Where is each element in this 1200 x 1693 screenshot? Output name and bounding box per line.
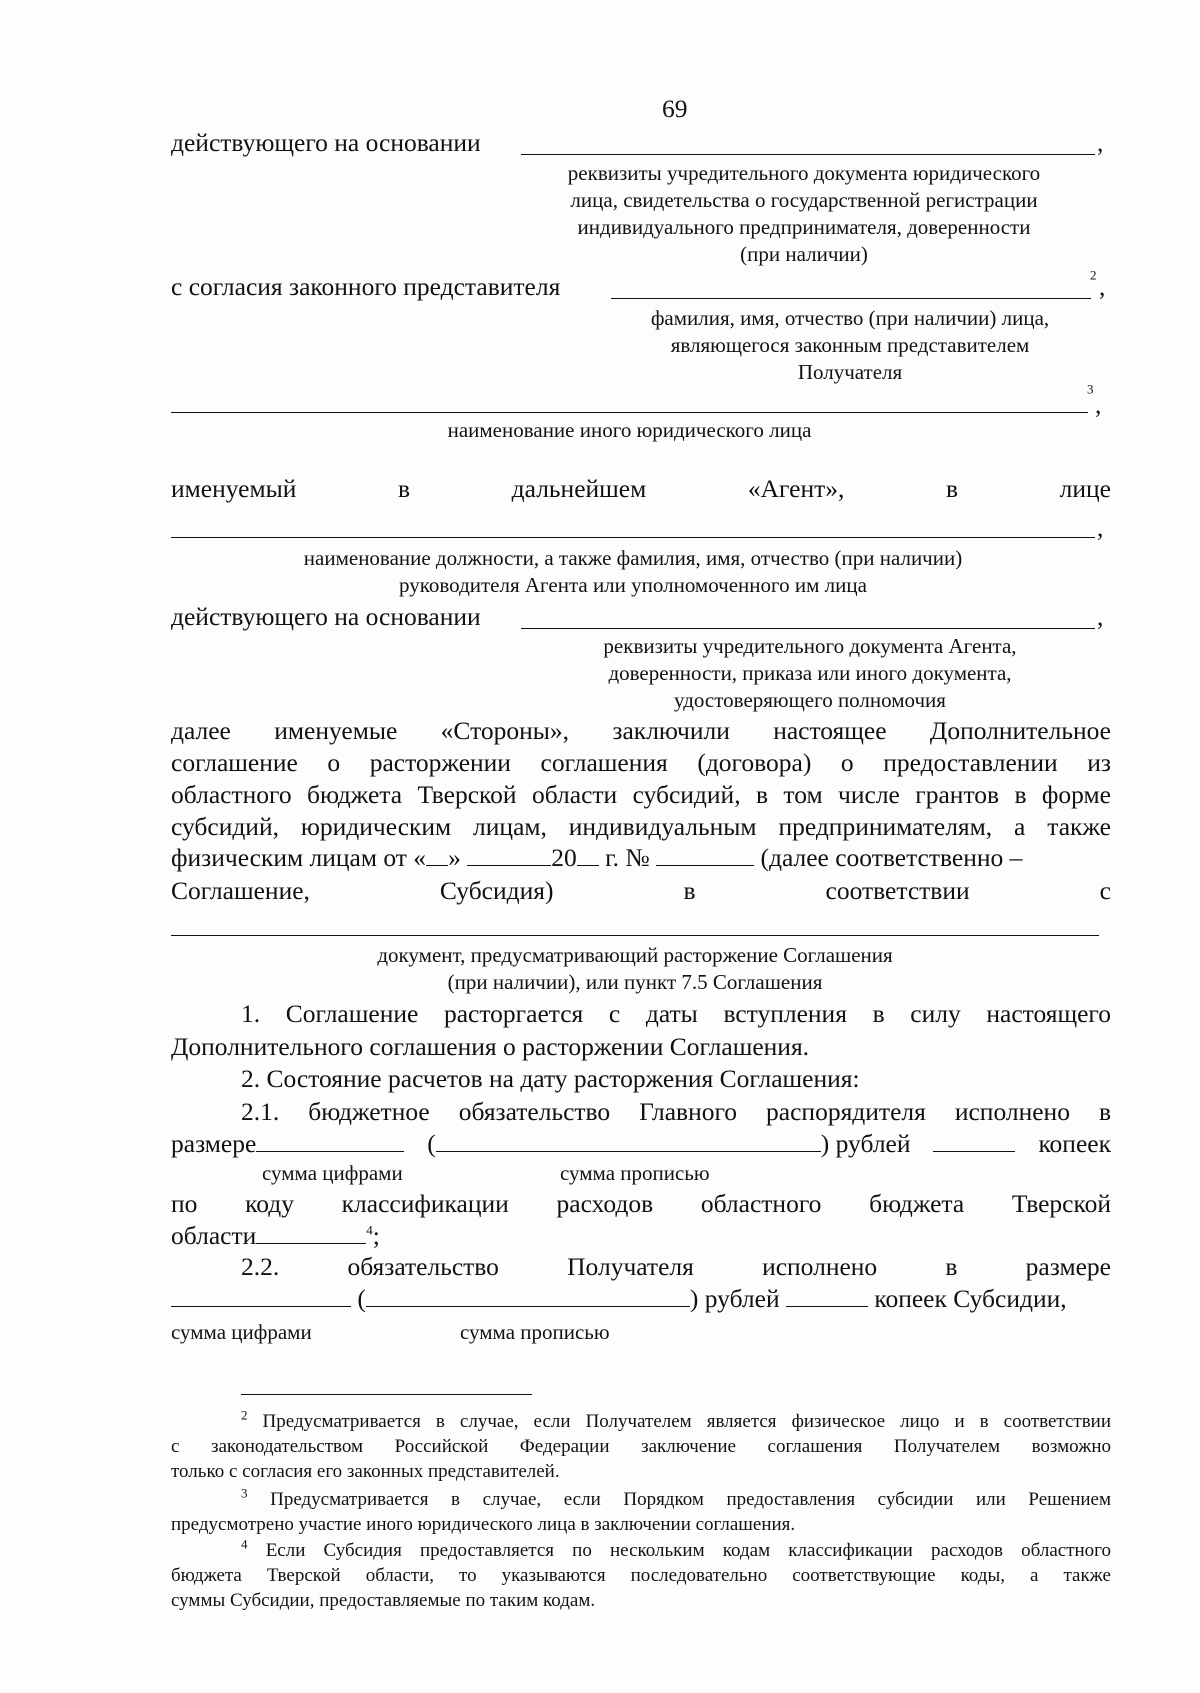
basis-caption bbox=[520, 160, 1088, 268]
word: 2.2. bbox=[241, 1252, 280, 1281]
text: г. № bbox=[598, 843, 650, 872]
day-field bbox=[426, 845, 448, 866]
word: дальнейшем bbox=[511, 474, 647, 503]
caption-line: наименование должности, а также фамилия, имя, отчество (при наличии) bbox=[303, 546, 963, 570]
representative-fill-line bbox=[611, 298, 1091, 299]
date-line bbox=[171, 843, 1022, 873]
words-caption: сумма прописью bbox=[460, 1320, 610, 1344]
text: физическим лицам от « bbox=[171, 843, 427, 872]
footnote-separator bbox=[241, 1394, 532, 1395]
caption-line: реквизиты учредительного документа юридического bbox=[567, 161, 1041, 185]
footnote-number: 2 bbox=[241, 1407, 248, 1423]
text: размере bbox=[171, 1129, 257, 1158]
paragraph-line: областного бюджета Тверской области субсидий, в том числе грантов в форме bbox=[171, 780, 1111, 809]
agent-rep-fill-line bbox=[171, 537, 1095, 538]
word: по bbox=[171, 1189, 198, 1218]
caption-line: индивидуального предпринимателя, доверенности bbox=[577, 215, 1031, 239]
comma: , bbox=[1099, 272, 1106, 301]
footnote-4 bbox=[171, 1538, 1111, 1613]
representative-label: с согласия законного представителя bbox=[171, 272, 561, 301]
word: в bbox=[946, 474, 959, 503]
year-field bbox=[577, 845, 599, 866]
comma: , bbox=[1097, 602, 1104, 631]
word: классификации bbox=[341, 1189, 509, 1218]
word: расходов bbox=[556, 1189, 654, 1218]
footnote-text: бюджета Тверской области, то указываются последовательно соответствующие коды, а также bbox=[171, 1565, 1111, 1586]
word: размере bbox=[1025, 1252, 1111, 1281]
footnote-text: суммы Субсидии, предоставляемые по таким кодам. bbox=[171, 1590, 596, 1611]
amount-words-field bbox=[436, 1131, 821, 1152]
paragraph-line: 1. Соглашение расторгается с даты вступления в силу настоящего bbox=[241, 999, 1111, 1028]
clause-2-1-classification bbox=[171, 1189, 1111, 1219]
footnote-text: предусмотрено участие иного юридического лица в заключении соглашения. bbox=[171, 1514, 796, 1535]
basis-fill-line bbox=[521, 154, 1095, 155]
agreement-paragraph bbox=[171, 715, 1111, 843]
text: копеек bbox=[1038, 1129, 1111, 1158]
caption-line: документ, предусматривающий расторжение Соглашения bbox=[377, 943, 893, 967]
text: (далее соответственно – bbox=[760, 843, 1023, 872]
kopecks-field bbox=[786, 1286, 868, 1307]
other-entity-fill-line bbox=[171, 412, 1088, 413]
document-caption bbox=[171, 942, 1099, 996]
basis-fill-line bbox=[521, 628, 1095, 629]
comma: , bbox=[1097, 513, 1104, 542]
agent-named-line bbox=[171, 474, 1111, 504]
caption-line: фамилия, имя, отчество (при наличии) лица, bbox=[650, 306, 1050, 330]
caption-line: доверенности, приказа или иного документа, bbox=[608, 661, 1012, 685]
clause-1 bbox=[171, 997, 1111, 1063]
month-field bbox=[467, 845, 551, 866]
caption-line: реквизиты учредительного документа Агента, bbox=[603, 634, 1017, 658]
footnote-ref: 4 bbox=[366, 1222, 373, 1238]
caption-line: удостоверяющего полномочия bbox=[674, 688, 946, 712]
basis-label: действующего на основании bbox=[171, 602, 481, 631]
caption-line: руководителя Агента или уполномоченного им лица bbox=[399, 573, 867, 597]
paragraph-line: субсидий, юридическим лицам, индивидуальным предпринимателям, а также bbox=[171, 812, 1111, 841]
footnote-2 bbox=[171, 1409, 1111, 1484]
word: в bbox=[398, 474, 411, 503]
paragraph-line: Дополнительного соглашения о расторжении Соглашения. bbox=[171, 1032, 810, 1061]
clause-2-1-line: 2.1. бюджетное обязательство Главного распорядителя исполнено в bbox=[241, 1097, 1111, 1126]
words-caption: сумма прописью bbox=[560, 1161, 710, 1185]
word: в bbox=[683, 876, 696, 905]
word: обязательство bbox=[347, 1252, 499, 1281]
word: бюджета bbox=[869, 1189, 965, 1218]
text: ( bbox=[357, 1284, 366, 1313]
clause-2-1-amount bbox=[171, 1129, 1111, 1159]
footnote-number: 4 bbox=[241, 1536, 248, 1552]
digits-caption: сумма цифрами bbox=[171, 1320, 312, 1344]
text: ) рублей bbox=[689, 1284, 780, 1313]
footnote-text: Предусматривается в случае, если Получателем является физическое лицо и в соответствии bbox=[262, 1411, 1112, 1432]
representative-caption bbox=[610, 305, 1090, 386]
footnote-text: только с согласия его законных представителей. bbox=[171, 1461, 560, 1482]
caption-line: (при наличии) bbox=[740, 242, 868, 266]
word: «Агент», bbox=[747, 474, 845, 503]
document-fill-line bbox=[171, 935, 1099, 936]
caption-line: лица, свидетельства о государственной регистрации bbox=[570, 188, 1038, 212]
comma: , bbox=[1097, 128, 1104, 157]
text: ) рублей bbox=[820, 1129, 911, 1158]
footnote-3 bbox=[171, 1487, 1111, 1537]
number-field bbox=[656, 845, 754, 866]
text: » bbox=[448, 843, 461, 872]
digits-caption: сумма цифрами bbox=[262, 1161, 403, 1185]
word: в bbox=[945, 1252, 958, 1281]
code-field bbox=[256, 1223, 366, 1244]
caption-line: (при наличии), или пункт 7.5 Соглашения bbox=[447, 970, 823, 994]
paragraph-line: далее именуемые «Стороны», заключили настоящее Дополнительное bbox=[171, 716, 1111, 745]
clause-2-2-amount bbox=[171, 1284, 1067, 1314]
amount-digits-field bbox=[256, 1131, 404, 1152]
word: Получателя bbox=[567, 1252, 694, 1281]
footnote-text: Предусматривается в случае, если Порядком предоставления субсидии или Решением bbox=[270, 1489, 1111, 1510]
paragraph-line: соглашение о расторжении соглашения (договора) о предоставлении из bbox=[171, 748, 1111, 777]
clause-2: 2. Состояние расчетов на дату расторжения Соглашения: bbox=[241, 1064, 860, 1093]
amount-words-field bbox=[366, 1286, 690, 1307]
text: ; bbox=[372, 1221, 380, 1250]
word: именуемый bbox=[171, 474, 297, 503]
word: областного bbox=[700, 1189, 822, 1218]
text: копеек Субсидии, bbox=[874, 1284, 1067, 1313]
footnote-ref: 3 bbox=[1087, 381, 1094, 397]
footnote-text: с законодательством Российской Федерации заключение соглашения Получателем возможно bbox=[171, 1436, 1111, 1457]
agreement-words-line bbox=[171, 876, 1111, 906]
word: Субсидия) bbox=[439, 876, 554, 905]
page-number: 69 bbox=[662, 94, 688, 123]
word: с bbox=[1099, 876, 1111, 905]
other-entity-caption: наименование иного юридического лица bbox=[447, 418, 812, 442]
basis-caption bbox=[560, 633, 1060, 714]
basis-label: действующего на основании bbox=[171, 128, 481, 157]
text: ( bbox=[427, 1129, 436, 1158]
word: лице bbox=[1059, 474, 1111, 503]
agent-rep-caption bbox=[171, 545, 1095, 599]
word: коду bbox=[245, 1189, 294, 1218]
footnote-text: Если Субсидия предоставляется по нескольким кодам классификации расходов областного bbox=[265, 1540, 1112, 1561]
kopecks-field bbox=[933, 1131, 1015, 1152]
word: Соглашение, bbox=[171, 876, 310, 905]
footnote-ref: 2 bbox=[1090, 267, 1097, 283]
caption-line: являющегося законным представителем bbox=[670, 333, 1030, 357]
text: области bbox=[171, 1221, 257, 1250]
word: Тверской bbox=[1011, 1189, 1111, 1218]
text: 20 bbox=[551, 843, 577, 872]
amount-digits-field bbox=[171, 1286, 351, 1307]
word: исполнено bbox=[762, 1252, 878, 1281]
clause-2-1-region bbox=[171, 1221, 380, 1251]
caption-line: Получателя bbox=[797, 360, 903, 384]
clause-2-2-line bbox=[241, 1252, 1111, 1282]
comma: , bbox=[1095, 390, 1102, 419]
word: соответствии bbox=[825, 876, 970, 905]
footnote-number: 3 bbox=[241, 1485, 248, 1501]
